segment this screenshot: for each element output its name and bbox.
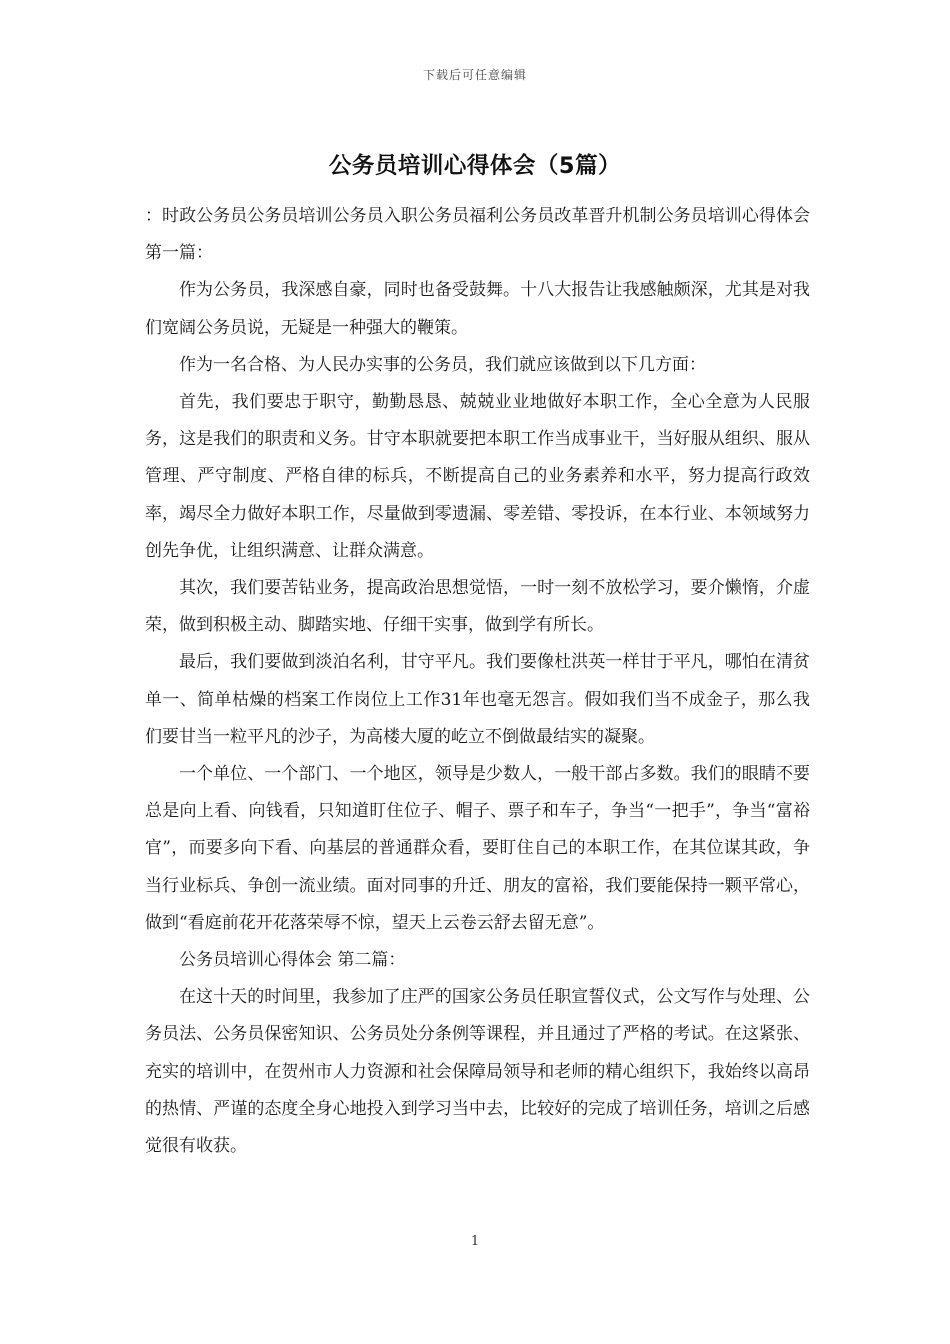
body-paragraph: 首先，我们要忠于职守，勤勤恳恳、兢兢业业地做好本职工作，全心全意为人民服务，这是我们的职责和义务。甘守本职就要把本职工作当成事业干，当好服从组织、服从管理、严守制度、严格自律的标兵，不断提高自己的业务素养和水平，努力提高行政效率，竭尽全力做好本职工作，尽量做到零遗漏、零差错、零投诉，在本行业、本领域努力创先争优，让组织满意、让群众满意。	[145, 392, 810, 561]
body-paragraph: 其次，我们要苦钻业务，提高政治思想觉悟，一时一刻不放松学习，要介懒惰，介虚荣，做到积极主动、脚踏实地、仔细干实事，做到学有所长。	[145, 578, 810, 636]
body-paragraph: 一个单位、一个部门、一个地区，领导是少数人，一般干部占多数。我们的眼睛不要总是向上看、向钱看，只知道盯住位子、帽子、票子和车子，争当“一把手”，争当“富裕官”，而要多向下看、向基层的普通群众看，要盯住自己的本职工作，在其位谋其政，争当行业标兵、争创一流业绩。面对同事的升迁、朋友的富裕，我们要能保持一颗平常心，做到“看庭前花开花落荣辱不惊，望天上云卷云舒去留无意”。	[145, 764, 810, 933]
document-title: 公务员培训心得体会（5篇）	[328, 153, 622, 179]
body-paragraph: 在这十天的时间里，我参加了庄严的国家公务员任职宣誓仪式，公文写作与处理、公务员法、公务员保密知识、公务员处分条例等课程，并且通过了严格的考试。在这紧张、充实的培训中，在贺州市人力资源和社会保障局领导和老师的精心组织下，我始终以高昂的热情、严谨的态度全身心地投入到学习当中去，比较好的完成了培训任务，培训之后感觉很有收获。	[145, 987, 810, 1157]
body-paragraph: 作为一名合格、为人民办实事的公务员，我们就应该做到以下几方面：	[179, 354, 706, 375]
page-header-note: 下载后可任意编辑	[422, 68, 527, 82]
body-paragraph-intro: ：时政公务员公务员培训公务员入职公务员福利公务员改革晋升机制公务员培训心得体会 第一篇：	[145, 206, 810, 264]
body-paragraph: 作为公务员，我深感自豪，同时也备受鼓舞。十八大报告让我感触颇深，尤其是对我们宽阔公务员说，无疑是一种强大的鞭策。	[145, 280, 810, 338]
section-heading-second: 公务员培训心得体会 第二篇：	[179, 950, 406, 971]
body-paragraph: 最后，我们要做到淡泊名利，甘守平凡。我们要像杜洪英一样甘于平凡，哪怕在清贫单一、简单枯燥的档案工作岗位上工作31年也毫无怨言。假如我们当不成金子，那么我们要甘当一粒平凡的沙子，为高楼大厦的屹立不倒做最结实的凝聚。	[145, 652, 810, 747]
document-body	[145, 198, 810, 1165]
page-number: 1	[470, 1234, 480, 1249]
